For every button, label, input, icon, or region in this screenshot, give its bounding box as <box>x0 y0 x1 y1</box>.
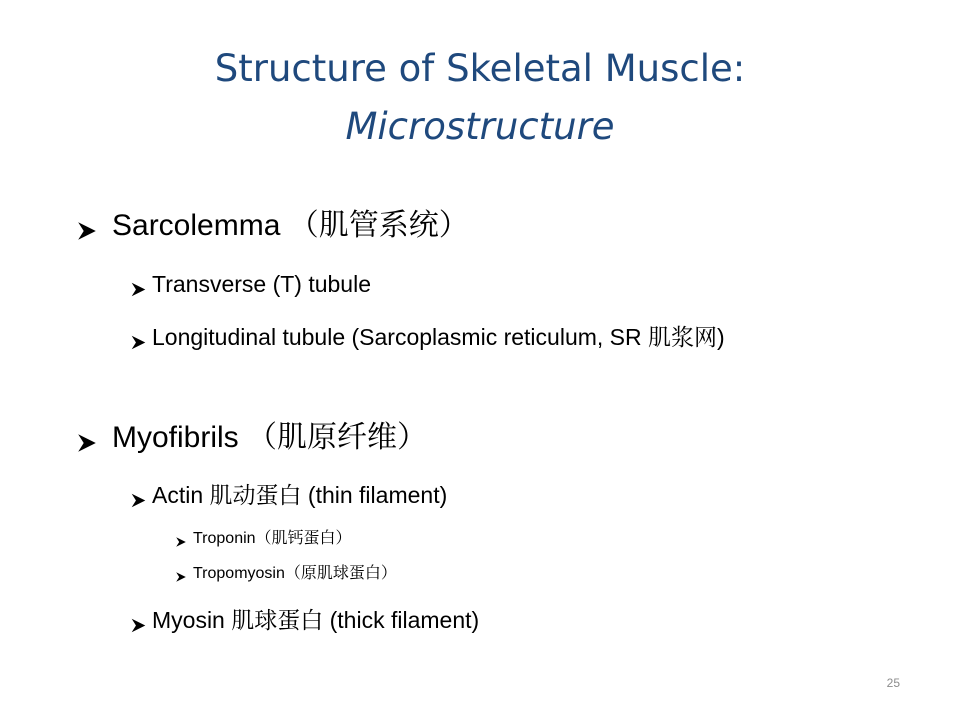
arrow-bullet-icon <box>130 269 152 299</box>
slide-title <box>0 40 960 156</box>
bullet-text: Transverse (T) tubule <box>152 271 371 297</box>
arrow-bullet-icon <box>175 528 193 550</box>
bullet-text: Myofibrils （肌原纤维） <box>112 421 428 454</box>
arrow-bullet-icon <box>130 322 152 352</box>
slide-title-line1: Structure of Skeletal Muscle: <box>214 47 746 90</box>
page-number: 25 <box>886 676 900 690</box>
arrow-bullet-icon <box>130 480 152 510</box>
bullet-item-actin <box>130 480 447 510</box>
bullet-item-troponin <box>175 528 352 550</box>
bullet-text: Sarcolemma （肌管系统） <box>112 209 469 242</box>
arrow-bullet-icon <box>76 208 112 244</box>
arrow-bullet-icon <box>130 605 152 635</box>
bullet-text: Actin 肌动蛋白 (thin filament) <box>152 482 448 508</box>
bullet-text: Troponin（肌钙蛋白） <box>193 530 352 547</box>
bullet-item-sarcolemma <box>76 208 469 244</box>
slide-title-line2: Microstructure <box>345 105 615 148</box>
arrow-bullet-icon <box>175 563 193 585</box>
bullet-text: Longitudinal tubule (Sarcoplasmic reticulum, SR 肌浆网) <box>152 324 725 350</box>
bullet-item-longitudinal-tubule <box>130 322 872 352</box>
bullet-item-transverse-tubule <box>130 269 371 299</box>
bullet-item-myofibrils <box>76 420 427 456</box>
bullet-text: Myosin 肌球蛋白 (thick filament) <box>152 607 480 633</box>
bullet-item-tropomyosin <box>175 563 397 585</box>
bullet-item-myosin <box>130 605 479 635</box>
arrow-bullet-icon <box>76 420 112 456</box>
bullet-text: Tropomyosin（原肌球蛋白） <box>193 565 397 582</box>
